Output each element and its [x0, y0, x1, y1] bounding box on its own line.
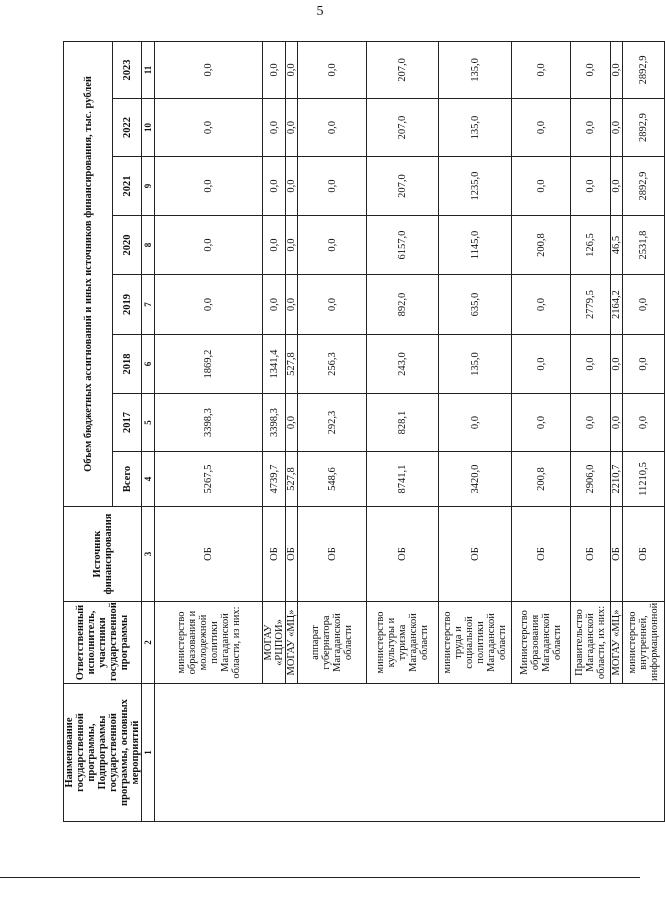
value-cell: 0,0: [611, 99, 623, 157]
program-name-cell: [155, 684, 665, 822]
value-cell: 2892,9: [623, 99, 665, 157]
executor-cell: МОГАУ «МЦ»: [286, 602, 298, 684]
value-cell: 200,8: [512, 216, 571, 275]
source-cell: ОБ: [439, 507, 512, 602]
bottom-divider: [0, 877, 640, 878]
value-cell: 527,8: [286, 452, 298, 507]
executor-cell: Министерство образования Магаданской области: [512, 602, 571, 684]
col-number: 2: [142, 602, 155, 684]
value-cell: 5267,5: [155, 452, 263, 507]
value-cell: 0,0: [298, 216, 367, 275]
executor-cell: министерство образования и молодежной политики Магаданской области, из них:: [155, 602, 263, 684]
value-cell: 256,3: [298, 335, 367, 394]
value-cell: 2892,9: [623, 41, 665, 98]
value-cell: 0,0: [571, 41, 611, 98]
header-year-2021: 2021: [113, 157, 142, 216]
value-cell: 1869,2: [155, 335, 263, 394]
header-year-2023: 2023: [113, 41, 142, 98]
value-cell: 0,0: [623, 275, 665, 335]
value-cell: 0,0: [286, 157, 298, 216]
value-cell: 8741,1: [367, 452, 439, 507]
value-cell: 0,0: [286, 99, 298, 157]
source-cell: ОБ: [298, 507, 367, 602]
header-funding-group: Объем бюджетных ассигнований и иных источников финансирования, тыс. рублей: [64, 41, 113, 506]
value-cell: 0,0: [512, 335, 571, 394]
value-cell: 0,0: [286, 41, 298, 98]
value-cell: 828,1: [367, 394, 439, 452]
value-cell: 0,0: [623, 394, 665, 452]
value-cell: 3398,3: [155, 394, 263, 452]
value-cell: 6157,0: [367, 216, 439, 275]
header-program-name: Наименование государственной программы, Подпрограммы государственной программы, основных мероприятий: [64, 684, 142, 822]
value-cell: 2906,0: [571, 452, 611, 507]
value-cell: 0,0: [286, 275, 298, 335]
value-cell: 0,0: [512, 394, 571, 452]
value-cell: 0,0: [512, 99, 571, 157]
executor-cell: Правительство Магаданской области, их них:: [571, 602, 611, 684]
value-cell: 527,8: [286, 335, 298, 394]
value-cell: 4739,7: [263, 452, 286, 507]
value-cell: 0,0: [286, 394, 298, 452]
value-cell: 0,0: [512, 41, 571, 98]
source-cell: ОБ: [286, 507, 298, 602]
value-cell: 0,0: [263, 41, 286, 98]
value-cell: 0,0: [263, 99, 286, 157]
page-number: 5: [316, 4, 324, 19]
value-cell: 3420,0: [439, 452, 512, 507]
value-cell: 0,0: [263, 157, 286, 216]
value-cell: 46,5: [611, 216, 623, 275]
value-cell: 0,0: [298, 41, 367, 98]
source-cell: ОБ: [571, 507, 611, 602]
value-cell: 11210,5: [623, 452, 665, 507]
value-cell: 0,0: [623, 335, 665, 394]
source-cell: ОБ: [512, 507, 571, 602]
col-number: 9: [142, 157, 155, 216]
value-cell: 126,5: [571, 216, 611, 275]
source-cell: ОБ: [263, 507, 286, 602]
col-number: 8: [142, 216, 155, 275]
col-number: 10: [142, 99, 155, 157]
value-cell: 207,0: [367, 41, 439, 98]
header-year-2020: 2020: [113, 216, 142, 275]
value-cell: 135,0: [439, 41, 512, 98]
executor-cell: министерство культуры и туризма Магаданской области: [367, 602, 439, 684]
value-cell: 135,0: [439, 335, 512, 394]
header-year-2018: 2018: [113, 335, 142, 394]
table-body: [155, 41, 665, 821]
col-number: 3: [142, 507, 155, 602]
value-cell: 0,0: [286, 216, 298, 275]
value-cell: 0,0: [263, 216, 286, 275]
value-cell: 0,0: [611, 394, 623, 452]
source-cell: ОБ: [623, 507, 665, 602]
executor-cell: МОГАУ «МЦ»: [611, 602, 623, 684]
col-number: 11: [142, 41, 155, 98]
value-cell: 0,0: [611, 157, 623, 216]
value-cell: 0,0: [155, 157, 263, 216]
source-cell: ОБ: [367, 507, 439, 602]
header-executor: Ответственный исполнитель, участники государственной программы: [64, 602, 142, 684]
value-cell: 0,0: [155, 216, 263, 275]
value-cell: 0,0: [155, 275, 263, 335]
value-cell: 0,0: [571, 99, 611, 157]
value-cell: 0,0: [611, 335, 623, 394]
executor-cell: МОГАУ «РЦПОИ»: [263, 602, 286, 684]
value-cell: 2210,7: [611, 452, 623, 507]
value-cell: 200,8: [512, 452, 571, 507]
value-cell: 1145,0: [439, 216, 512, 275]
value-cell: 892,0: [367, 275, 439, 335]
value-cell: 0,0: [155, 99, 263, 157]
value-cell: 243,0: [367, 335, 439, 394]
value-cell: 207,0: [367, 99, 439, 157]
value-cell: 2892,9: [623, 157, 665, 216]
header-source: Источник финансирования: [64, 507, 142, 602]
value-cell: 135,0: [439, 99, 512, 157]
col-number: 7: [142, 275, 155, 335]
value-cell: 0,0: [298, 99, 367, 157]
value-cell: 3398,3: [263, 394, 286, 452]
table-row: [155, 41, 263, 821]
source-cell: ОБ: [611, 507, 623, 602]
value-cell: 207,0: [367, 157, 439, 216]
value-cell: 1341,4: [263, 335, 286, 394]
col-number: 6: [142, 335, 155, 394]
value-cell: 0,0: [512, 275, 571, 335]
header-total: Всего: [113, 452, 142, 507]
col-number: 5: [142, 394, 155, 452]
value-cell: 1235,0: [439, 157, 512, 216]
value-cell: 548,6: [298, 452, 367, 507]
rotated-table-container: [63, 42, 660, 822]
value-cell: 0,0: [298, 275, 367, 335]
value-cell: 0,0: [571, 394, 611, 452]
value-cell: 2531,8: [623, 216, 665, 275]
value-cell: 0,0: [439, 394, 512, 452]
header-year-2022: 2022: [113, 99, 142, 157]
col-number: 1: [142, 684, 155, 822]
source-cell: ОБ: [155, 507, 263, 602]
value-cell: 2779,5: [571, 275, 611, 335]
header-year-2017: 2017: [113, 394, 142, 452]
funding-table: [63, 41, 665, 822]
value-cell: 2164,2: [611, 275, 623, 335]
value-cell: 0,0: [512, 157, 571, 216]
value-cell: 0,0: [263, 275, 286, 335]
value-cell: 0,0: [611, 41, 623, 98]
value-cell: 0,0: [571, 335, 611, 394]
col-number: 4: [142, 452, 155, 507]
value-cell: 635,0: [439, 275, 512, 335]
value-cell: 0,0: [298, 157, 367, 216]
value-cell: 0,0: [571, 157, 611, 216]
value-cell: 0,0: [155, 41, 263, 98]
executor-cell: аппарат губернатора Магаданской области: [298, 602, 367, 684]
executor-cell: министерство труда и социальной политики Магаданской области: [439, 602, 512, 684]
executor-cell: министерство внутренней, информационной: [623, 602, 665, 684]
value-cell: 292,3: [298, 394, 367, 452]
header-year-2019: 2019: [113, 275, 142, 335]
